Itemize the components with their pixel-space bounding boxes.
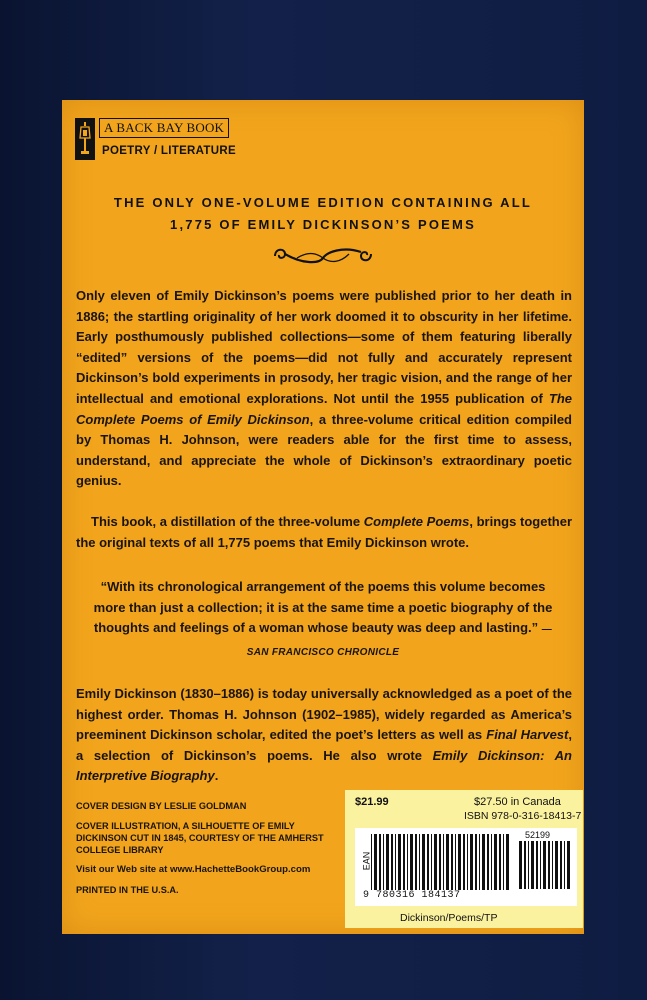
headline-line-2: 1,775 OF EMILY DICKINSON’S POEMS bbox=[170, 217, 476, 232]
barcode-bar bbox=[434, 834, 437, 890]
barcode-bar bbox=[503, 834, 504, 890]
us-price: $21.99 bbox=[355, 796, 389, 808]
barcode-bar bbox=[446, 834, 449, 890]
text-run: , a selection of Dickinson’s poems. He also wrote bbox=[76, 727, 572, 763]
barcode-bar bbox=[386, 834, 389, 890]
description-paragraph-1 bbox=[76, 286, 572, 492]
text-run: , a three-volume critical edition compiled by Thomas H. Johnson, were readers able for the first time to assess, understand, and appreciate the whole of Dickinson’s extraordinary poetic genius. bbox=[76, 411, 572, 489]
barcode-bar bbox=[455, 834, 456, 890]
barcode-bar bbox=[419, 834, 420, 890]
barcode-bar bbox=[519, 841, 522, 889]
barcode-bar bbox=[564, 841, 565, 889]
cover-design-credit: COVER DESIGN BY LESLIE GOLDMAN bbox=[76, 801, 247, 811]
barcode-digits: 9 780316 184137 bbox=[363, 890, 461, 901]
barcode-bar bbox=[491, 834, 492, 890]
barcode-bar bbox=[467, 834, 468, 890]
barcode-bar bbox=[439, 834, 441, 890]
supplement-barcode-bars bbox=[519, 841, 571, 889]
imprint-name: A BACK BAY BOOK bbox=[99, 118, 229, 138]
cover-illustration-credit: COVER ILLUSTRATION, A SILHOUETTE OF EMILY DICKINSON CUT IN 1845, COURTESY OF THE AMHERST COLLEGE LIBRARY bbox=[76, 821, 324, 855]
quote-text: “With its chronological arrangement of the poems this volume becomes more than just a collection; it is at the same time a poetic biography of the thoughts and feelings of a woman whose beauty was deep and lasting.” bbox=[93, 579, 553, 636]
text-run: This book, a distillation of the three-volume bbox=[91, 514, 364, 529]
book-title: Emily Dickinson: An Interpretive Biography bbox=[76, 747, 572, 784]
book-title: Complete Poems bbox=[363, 514, 470, 529]
book-title: Final Harvest bbox=[486, 727, 569, 743]
credits-block bbox=[76, 800, 346, 904]
barcode-bar bbox=[443, 834, 444, 890]
headline-line-1: THE ONLY ONE-VOLUME EDITION CONTAINING ALL bbox=[113, 195, 533, 210]
canada-price: $27.50 in Canada bbox=[474, 796, 561, 808]
barcode-bar bbox=[543, 841, 546, 889]
main-barcode-bars bbox=[371, 834, 511, 890]
barcode-bar bbox=[494, 834, 497, 890]
text-run: Only eleven of Emily Dickinson’s poems were published prior to her death in 1886; the startling originality of her work doomed it to obscurity in her lifetime. Early posthumously published collections—some of them featuring liberally “edited” versions of the poems—did not fully and accurately represent Dickinson’s bold experiments in prosody, her tragic vision, and the range of her intellectual and emotional explorations. Not until the 1955 publication of bbox=[76, 288, 572, 406]
printed-in: PRINTED IN THE U.S.A. bbox=[76, 885, 179, 895]
barcode-bar bbox=[371, 834, 372, 890]
barcode bbox=[355, 828, 577, 906]
barcode-bar bbox=[555, 841, 558, 889]
barcode-bar bbox=[427, 834, 429, 890]
barcode-bar bbox=[407, 834, 408, 890]
ornament-divider bbox=[267, 240, 379, 275]
barcode-bar bbox=[482, 834, 485, 890]
website-line: Visit our Web site at www.HachetteBookGroup.com bbox=[76, 864, 311, 875]
barcode-bar bbox=[463, 834, 465, 890]
barcode-bar bbox=[499, 834, 501, 890]
barcode-bar bbox=[422, 834, 425, 890]
barcode-bar bbox=[552, 841, 553, 889]
barcode-bar bbox=[374, 834, 377, 890]
barcode-bar bbox=[451, 834, 453, 890]
review-quote bbox=[92, 577, 554, 663]
barcode-bar bbox=[458, 834, 461, 890]
barcode-bar bbox=[379, 834, 381, 890]
barcode-bar bbox=[548, 841, 550, 889]
book-title: The Complete Poems of Emily Dickinson bbox=[76, 390, 572, 427]
barcode-bar bbox=[567, 841, 570, 889]
barcode-bar bbox=[531, 841, 534, 889]
barcode-bar bbox=[506, 834, 509, 890]
text-run: , brings together the original texts of all 1,775 poems that Emily Dickinson wrote. bbox=[76, 514, 572, 550]
publisher-logo bbox=[75, 118, 236, 160]
category-label: POETRY / LITERATURE bbox=[102, 145, 236, 157]
barcode-bar bbox=[395, 834, 396, 890]
barcode-bar bbox=[398, 834, 401, 890]
quote-source: —SAN FRANCISCO CHRONICLE bbox=[246, 624, 553, 658]
barcode-bar bbox=[528, 841, 529, 889]
barcode-bar bbox=[536, 841, 538, 889]
barcode-bar bbox=[540, 841, 541, 889]
barcode-bar bbox=[415, 834, 417, 890]
barcode-bar bbox=[403, 834, 405, 890]
barcode-bar bbox=[487, 834, 489, 890]
barcode-bar bbox=[431, 834, 432, 890]
price-sticker bbox=[345, 790, 583, 928]
text-run: . bbox=[214, 768, 219, 784]
barcode-bar bbox=[410, 834, 413, 890]
text-run: Emily Dickinson (1830–1886) is today universally acknowledged as a poet of the highest order. Thomas H. Johnson (1902–1985), widely regarded as America’s preeminent Dickinson scholar, edited the poet’s letters as well as bbox=[76, 686, 572, 743]
back-cover-panel bbox=[62, 100, 584, 934]
lamp-icon bbox=[75, 118, 95, 160]
headline bbox=[62, 192, 584, 236]
author-bio bbox=[76, 684, 572, 787]
barcode-bar bbox=[470, 834, 473, 890]
barcode-bar bbox=[524, 841, 526, 889]
supplement-code: 52199 bbox=[525, 830, 551, 840]
ean-label: EAN bbox=[361, 851, 372, 871]
description-paragraph-2 bbox=[76, 512, 572, 553]
category-code: Dickinson/Poems/TP bbox=[400, 912, 498, 924]
isbn: ISBN 978-0-316-18413-7 bbox=[464, 810, 582, 822]
barcode-bar bbox=[475, 834, 477, 890]
barcode-bar bbox=[560, 841, 562, 889]
barcode-bar bbox=[383, 834, 384, 890]
barcode-bar bbox=[391, 834, 393, 890]
barcode-bar bbox=[479, 834, 480, 890]
